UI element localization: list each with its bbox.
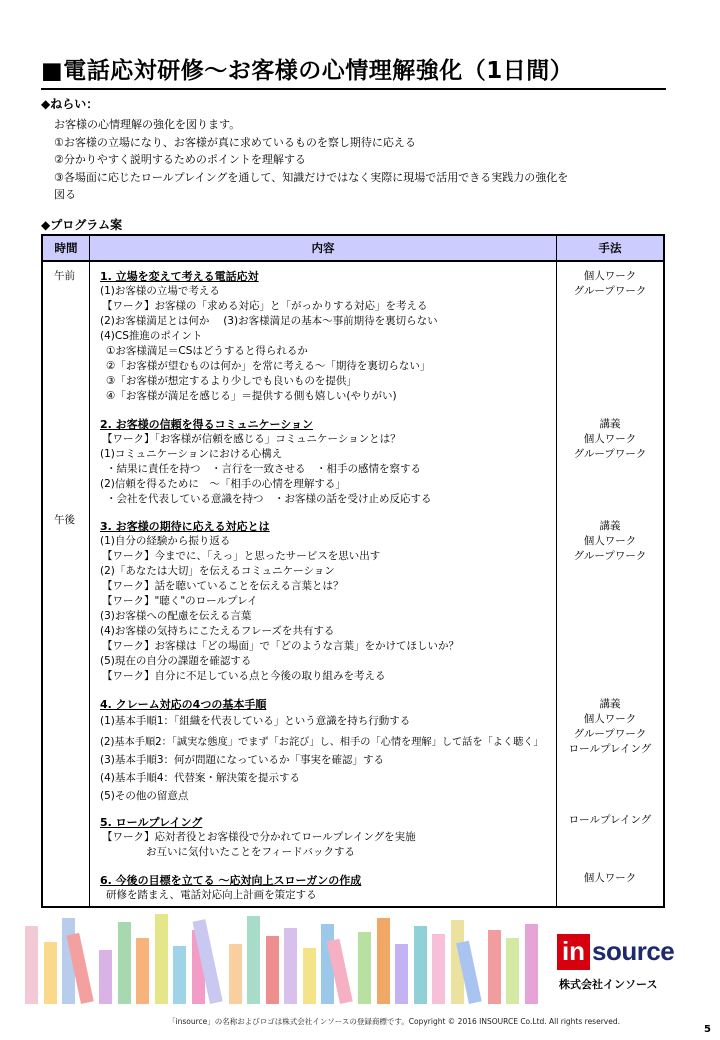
section-line: (1)基本手順1：「組織を代表している」という意識を持ち行動する xyxy=(100,715,411,727)
page-title: ■電話応対研修～お客様の心情理解強化（1日間） xyxy=(41,58,574,84)
section-line: (3)お客様への配慮を伝える言葉 xyxy=(100,610,252,622)
section-title: 3. お客様の期待に応える対応とは xyxy=(100,520,270,533)
method-label: ロールプレイング xyxy=(568,814,652,826)
copyright-notice: 「insource」の名称およびロゴは株式会社インソースの登録商標です。Copyright © 2016 INSOURCE Co.Ltd. All rights reserved. xyxy=(168,1017,620,1026)
method-label: グループワーク xyxy=(573,728,647,740)
section-line: 【ワーク】"聴く"のロールプレイ xyxy=(102,595,258,607)
section-line: (4)お客様の気持ちにこたえるフレーズを共有する xyxy=(100,625,335,637)
section-line: ③「お客様が想定するより少しでも良いものを提供」 xyxy=(106,375,357,387)
decorative-bar xyxy=(358,932,371,1004)
section-line: 【ワーク】今までに、「えっ」と思ったサービスを思い出す xyxy=(102,550,381,562)
section-line: (3)基本手順3：何が問題になっているか「事実を確認」する xyxy=(100,754,385,766)
section-line: お互いに気付いたことをフィードバックする xyxy=(146,846,355,858)
aims-line: 図る xyxy=(54,188,76,202)
aims-line: ②分かりやすく説明するためのポイントを理解する xyxy=(54,153,306,167)
decorative-bar xyxy=(525,924,538,1004)
method-label: グループワーク xyxy=(573,550,647,562)
section-line: (2)基本手順2：「誠実な態度」でまず「お詫び」し、相手の「心情を理解」して話を「よく聴く」 xyxy=(100,737,544,748)
method-label: グループワーク xyxy=(573,285,647,297)
section-title: 5. ロールプレイング xyxy=(100,816,203,829)
page-number: 5 xyxy=(704,1024,711,1035)
method-label: 個人ワーク xyxy=(583,270,637,282)
company-name: 株式会社インソース xyxy=(559,978,658,991)
decorative-bar xyxy=(136,938,149,1004)
header-content: 内容 xyxy=(90,235,557,261)
section-line: (2)お客様満足とは何か (3)お客様満足の基本～事前期待を裏切らない xyxy=(100,315,438,327)
decorative-bar xyxy=(155,914,168,1004)
method-label: グループワーク xyxy=(573,448,647,460)
decorative-bar xyxy=(284,928,297,1004)
table-header-row xyxy=(42,235,664,261)
decorative-book-bars xyxy=(25,914,545,1004)
decorative-bar xyxy=(377,918,390,1004)
method-label: 個人ワーク xyxy=(583,713,637,725)
decorative-bar xyxy=(414,926,427,1004)
program-heading: ◆プログラム案 xyxy=(41,218,123,232)
section-title: 4. クレーム対応の4つの基本手順 xyxy=(100,698,267,711)
aims-text xyxy=(54,116,654,204)
decorative-bar xyxy=(44,942,57,1004)
section-line: (4)基本手順4：代替案・解決策を提示する xyxy=(100,772,301,784)
method-label: 講義 xyxy=(599,698,621,710)
section-line: (1)コミュニケーションにおける心構え xyxy=(100,448,283,460)
section-line: 【ワーク】お客様の「求める対応」と「がっかりする対応」を考える xyxy=(102,300,428,312)
method-label: 講義 xyxy=(599,520,621,532)
section-line: (1)お客様の立場で考える xyxy=(100,285,220,297)
decorative-bar xyxy=(229,944,242,1004)
section-title: 6. 今後の目標を立てる ～応対向上スローガンの作成 xyxy=(100,874,362,887)
title-underline xyxy=(41,88,666,90)
header-method: 手法 xyxy=(557,235,665,261)
decorative-bar xyxy=(25,926,38,1004)
decorative-bar xyxy=(432,934,445,1004)
decorative-bar xyxy=(266,936,279,1004)
section-line: (2)「あなたは大切」を伝えるコミュニケーション xyxy=(100,565,335,577)
decorative-bar xyxy=(395,944,408,1004)
aims-heading: ◆ねらい： xyxy=(41,97,99,111)
section-line: 【ワーク】お客様は「どの場面」で「どのような言葉」をかけてほしいか？ xyxy=(102,640,459,652)
section-line: (5)その他の留意点 xyxy=(100,790,189,802)
program-table xyxy=(41,234,665,908)
section-line: 【ワーク】応対者役とお客様役で分かれてロールプレイングを実施 xyxy=(102,831,416,843)
method-label: 講義 xyxy=(599,418,621,430)
method-label: 個人ワーク xyxy=(583,433,637,445)
section-title: 2. お客様の信頼を得るコミュニケーション xyxy=(100,418,314,431)
method-label: 個人ワーク xyxy=(583,535,637,547)
decorative-bar xyxy=(303,948,316,1004)
method-label: 個人ワーク xyxy=(583,872,637,884)
content-column xyxy=(90,261,557,907)
section-line: (5)現在の自分の課題を確認する xyxy=(100,655,252,667)
section-line: 【ワーク】話を聴いていることを伝える言葉とは？ xyxy=(102,580,344,592)
logo-wordmark: source xyxy=(592,936,675,966)
method-label: ロールプレイング xyxy=(568,743,652,755)
decorative-bar xyxy=(118,922,131,1004)
table-row xyxy=(42,261,664,907)
aims-line: ③各場面に応じたロールプレイングを通して、知識だけではなく実際に現場で活用できる実践力の強化を xyxy=(54,170,569,184)
decorative-bar xyxy=(488,930,501,1004)
decorative-bar xyxy=(247,916,260,1004)
header-time: 時間 xyxy=(42,235,90,261)
section-line: ①お客様満足＝CSはどうすると得られるか xyxy=(106,345,308,357)
section-line: ②「お客様が望むものは何か」を常に考える～「期待を裏切らない」 xyxy=(106,360,431,372)
section-line: (2)信頼を得るために ～「相手の心情を理解する」 xyxy=(100,478,346,490)
section-title: 1. 立場を変えて考える電話応対 xyxy=(100,270,259,283)
aims-line: お客様の心情理解の強化を図ります。 xyxy=(54,118,241,131)
time-afternoon: 午後 xyxy=(54,514,75,526)
aims-line: ①お客様の立場になり、お客様が真に求めているものを察し期待に応える xyxy=(54,135,416,149)
decorative-bar xyxy=(173,946,186,1004)
decorative-bar xyxy=(506,938,519,1004)
time-column xyxy=(42,261,90,907)
section-line: 【ワーク】「お客様が信頼を感じる」コミュニケーションとは？ xyxy=(102,433,401,445)
section-line: ・会社を代表している意識を持つ ・お客様の話を受け止め反応する xyxy=(106,493,432,505)
section-line: (4)CS推進のポイント xyxy=(100,330,203,342)
section-line: 【ワーク】自分に不足している点と今後の取り組みを考える xyxy=(102,670,386,682)
method-column xyxy=(557,261,665,907)
decorative-bar xyxy=(99,950,112,1004)
section-line: ・結果に責任を持つ ・言行を一致させる ・相手の感情を察する xyxy=(106,463,421,475)
section-line: ④「お客様が満足を感じる」＝提供する側も嬉しい(やりがい) xyxy=(106,390,397,402)
time-morning: 午前 xyxy=(54,270,75,282)
logo-mark: in xyxy=(557,934,590,970)
section-line: (1)自分の経験から振り返る xyxy=(100,535,231,547)
section-line: 研修を踏まえ、電話対応向上計画を策定する xyxy=(106,889,317,901)
